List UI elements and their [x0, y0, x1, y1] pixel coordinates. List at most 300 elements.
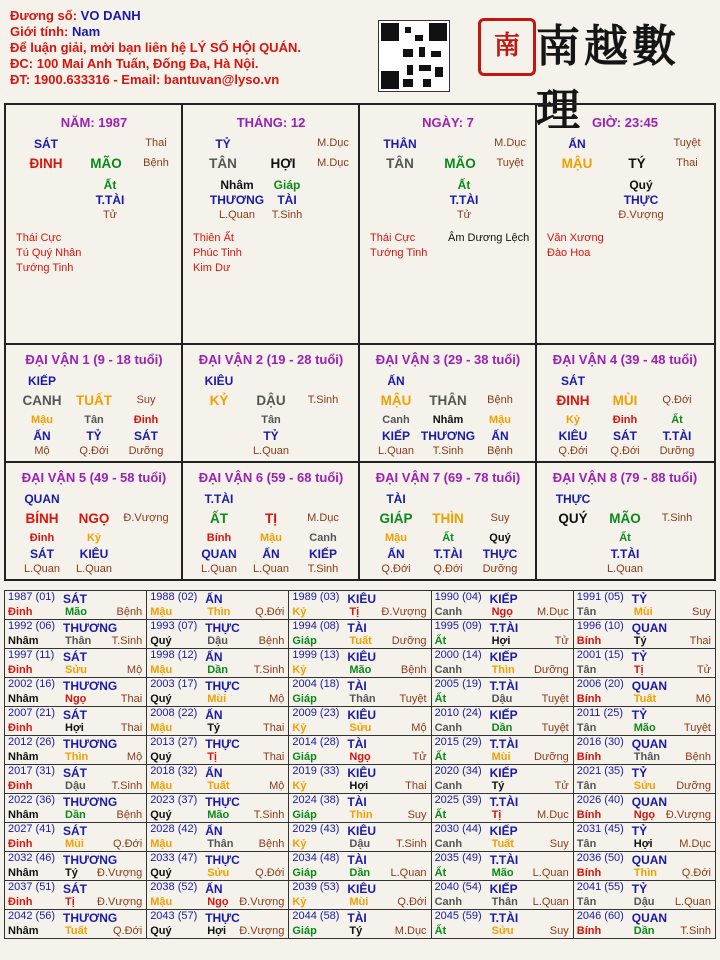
luck-cell — [183, 463, 360, 581]
table-row — [5, 910, 716, 939]
seal-logo: 南 — [478, 18, 536, 76]
year-stem-god: KIÊU — [347, 766, 377, 780]
year-branch: Thân — [491, 896, 518, 908]
luck-branch-stage: Suy — [136, 394, 156, 406]
pillar-title: THÁNG: 12 — [236, 115, 306, 130]
year-stage: Dưỡng — [676, 780, 711, 792]
year-stage: L.Quan — [674, 896, 711, 908]
year-stem: Quý — [150, 809, 172, 821]
year-label: 2002 (16) — [8, 678, 56, 690]
luck-branch-stage: Đ.Vượng — [123, 512, 169, 524]
year-cell — [289, 678, 431, 707]
year-stem-god: TỶ — [631, 650, 648, 664]
year-cell — [431, 591, 573, 620]
year-branch: Mùi — [349, 896, 369, 908]
address-line: ĐC: 100 Mai Anh Tuấn, Đống Đa, Hà Nội. — [10, 56, 259, 71]
year-stem: Nhâm — [8, 751, 39, 763]
year-branch: Dần — [207, 664, 228, 676]
year-cell — [147, 881, 289, 910]
table-row — [5, 591, 716, 620]
luck-stem-god: T.TÀI — [204, 492, 234, 506]
year-label: 2034 (48) — [292, 852, 340, 864]
year-label: 2041 (55) — [576, 881, 624, 893]
luck-title: ĐẠI VẬN 1 (9 - 18 tuổi) — [25, 352, 163, 367]
year-label: 2030 (44) — [434, 823, 482, 835]
special-star: Tú Quý Nhân — [16, 247, 82, 259]
year-stem: Tân — [576, 896, 597, 908]
year-branch: Ngọ — [491, 606, 513, 618]
year-stem-god: TỶ — [631, 882, 648, 896]
luck-hidden-god: THƯƠNG — [420, 429, 476, 443]
year-cell — [147, 591, 289, 620]
year-stem-god: THƯƠNG — [63, 737, 118, 751]
luck-hidden-stage: T.Sinh — [432, 445, 464, 457]
year-cell — [573, 910, 715, 939]
year-cell — [147, 707, 289, 736]
year-label: 2028 (42) — [150, 823, 198, 835]
pillar-title: NGÀY: 7 — [422, 115, 474, 130]
table-row — [5, 707, 716, 736]
year-cell — [289, 881, 431, 910]
luck-branch: NGỌ — [78, 511, 110, 526]
year-cell — [289, 620, 431, 649]
year-stem-god: TÀI — [347, 679, 367, 693]
year-stem-god: TÀI — [347, 621, 367, 635]
year-stage: Suy — [549, 925, 569, 937]
table-row — [5, 852, 716, 881]
year-cell — [5, 765, 147, 794]
luck-hidden-stage: Mộ — [34, 445, 50, 457]
special-star: Văn Xương — [547, 232, 604, 244]
luck-hidden-stage: L.Quan — [606, 563, 644, 575]
year-stem-god: THƯƠNG — [63, 679, 118, 693]
year-stem: Đinh — [8, 606, 33, 618]
year-label: 2007 (21) — [8, 707, 56, 719]
year-stem: Canh — [434, 606, 463, 618]
table-row — [5, 765, 716, 794]
year-stage: T.Sinh — [253, 809, 285, 821]
luck-hidden-stage: Q.Đới — [610, 445, 640, 457]
year-label: 1996 (10) — [576, 620, 624, 632]
luck-hidden-stem: Nhâm — [432, 414, 464, 426]
year-cell — [289, 736, 431, 765]
pillar-stage-top: M.Dục — [494, 137, 526, 149]
year-stage: Tuyệt — [541, 722, 569, 734]
year-stage: T.Sinh — [680, 925, 711, 937]
year-stem: Đinh — [8, 780, 33, 792]
luck-title: ĐẠI VẬN 7 (69 - 78 tuổi) — [375, 470, 521, 485]
year-stage: Tuyệt — [541, 693, 569, 705]
year-stem: Giáp — [292, 693, 317, 705]
year-stage: L.Quan — [532, 896, 569, 908]
pillar-title: GIỜ: 23:45 — [591, 115, 659, 130]
luck-hidden-stage: L.Quan — [200, 563, 238, 575]
year-stem: Tân — [576, 780, 597, 792]
pillar-hidden-god: T.TÀI — [449, 193, 479, 207]
year-branch: Hợi — [65, 722, 84, 734]
luck-hidden-stem: Mậu — [31, 414, 53, 426]
year-cell — [431, 794, 573, 823]
year-label: 2026 (40) — [576, 794, 624, 806]
year-branch: Mão — [65, 606, 87, 618]
year-stem-god: THƯƠNG — [63, 911, 118, 925]
header-info — [10, 8, 301, 88]
year-stage: Suy — [692, 606, 711, 618]
year-cell — [147, 823, 289, 852]
pillar-stage-top: M.Dục — [317, 137, 349, 149]
year-cell — [5, 649, 147, 678]
year-stem-god: THƯƠNG — [63, 853, 118, 867]
year-stem: Quý — [150, 867, 172, 879]
year-stem: Bính — [576, 751, 602, 763]
luck-stem-god: THỰC — [555, 492, 591, 506]
year-cell — [573, 881, 715, 910]
year-stem-god: KIẾP — [489, 592, 518, 606]
special-star: Âm Dương Lệch — [448, 232, 530, 244]
year-cell — [573, 765, 715, 794]
year-branch: Sửu — [491, 925, 514, 937]
year-branch: Ngọ — [65, 693, 87, 705]
year-branch: Tuất — [349, 635, 372, 647]
luck-title: ĐẠI VẬN 2 (19 - 28 tuổi) — [198, 352, 344, 367]
luck-cell — [537, 345, 714, 463]
year-label: 2003 (17) — [150, 678, 198, 690]
year-stage: Dưỡng — [533, 751, 569, 763]
year-branch: Sửu — [207, 867, 230, 879]
year-branch: Dậu — [65, 780, 86, 792]
year-branch: Ngọ — [349, 751, 371, 763]
luck-branch-stage: T.Sinh — [661, 512, 693, 524]
year-label: 1997 (11) — [8, 649, 55, 661]
year-stem-god: THỰC — [205, 853, 240, 867]
year-stage: Q.Đới — [255, 606, 285, 618]
contact-line: Để luận giải, mời bạn liên hệ LÝ SỐ HỘI QUÁN. — [10, 40, 301, 55]
luck-hidden-stem: Tân — [84, 414, 104, 426]
year-branch: Thìn — [633, 867, 657, 879]
luck-hidden-stem: Kỷ — [86, 532, 102, 544]
year-branch: Sửu — [633, 780, 656, 792]
brand-title: 南越數理 — [536, 21, 680, 136]
year-label: 2013 (27) — [150, 736, 198, 748]
year-cell — [147, 649, 289, 678]
luck-hidden-stage: Dưỡng — [128, 445, 164, 457]
luck-hidden-stem: Canh — [382, 414, 410, 426]
luck-stem: CANH — [22, 393, 62, 408]
year-stem: Quý — [150, 751, 172, 763]
year-branch: Tuất — [65, 925, 88, 937]
year-label: 2035 (49) — [434, 852, 482, 864]
year-label: 2017 (31) — [8, 765, 56, 777]
pillar-cell — [183, 105, 360, 345]
luck-hidden-stage: Q.Đới — [381, 563, 411, 575]
luck-cell — [6, 463, 183, 581]
luck-hidden-god: KIÊU — [558, 429, 588, 443]
year-cell — [289, 591, 431, 620]
year-stage: Bệnh — [116, 809, 143, 821]
pillar-stem: MẬU — [561, 156, 593, 171]
luck-hidden-stage: L.Quan — [252, 445, 290, 457]
year-cell — [289, 794, 431, 823]
year-label: 2021 (35) — [576, 765, 624, 777]
year-stem: Mậu — [150, 780, 173, 792]
year-stage: Thai — [120, 722, 143, 734]
year-stage: Bệnh — [685, 751, 711, 763]
year-stage: Tuyệt — [683, 722, 711, 734]
year-stem-god: T.TÀI — [489, 853, 519, 867]
year-stem: Canh — [434, 664, 463, 676]
year-cell — [5, 852, 147, 881]
luck-hidden-god: ẤN — [491, 429, 509, 443]
luck-stem-god: ẤN — [387, 374, 405, 388]
table-row — [5, 881, 716, 910]
pillar-hidden-stem: Ất — [103, 178, 117, 192]
year-stem: Bính — [576, 635, 602, 647]
year-label: 2011 (25) — [576, 707, 624, 719]
year-branch: Mão — [491, 867, 514, 879]
luck-branch-stage: Bệnh — [487, 394, 513, 406]
year-stage: Dưỡng — [391, 635, 427, 647]
year-cell — [5, 591, 147, 620]
luck-branch-stage: Suy — [490, 512, 510, 524]
luck-branch-stage: T.Sinh — [307, 394, 339, 406]
year-stem: Kỷ — [292, 664, 307, 676]
year-stem-god: KIÊU — [347, 650, 377, 664]
luck-hidden-god: KIÊU — [79, 547, 109, 561]
label-owner: Đương số: — [10, 8, 78, 23]
luck-stem: GIÁP — [379, 511, 413, 526]
year-label: 1988 (02) — [150, 591, 198, 603]
year-label: 2012 (26) — [8, 736, 56, 748]
year-stage: Mộ — [269, 693, 285, 705]
year-branch: Thìn — [491, 664, 515, 676]
year-stage: Tử — [554, 635, 569, 647]
special-star: Phúc Tinh — [193, 247, 242, 259]
luck-hidden-stem: Mậu — [489, 414, 511, 426]
year-stem-god: TỶ — [631, 824, 648, 838]
luck-hidden-god: ẤN — [262, 547, 280, 561]
year-branch: Dần — [65, 809, 86, 821]
year-stem: Mậu — [150, 606, 173, 618]
luck-hidden-god: SÁT — [613, 429, 637, 443]
luck-hidden-stem: Canh — [309, 532, 337, 544]
year-stem-god: ẤN — [205, 882, 223, 896]
year-stem-god: QUAN — [631, 679, 668, 693]
year-stage: Suy — [549, 838, 569, 850]
year-stem-god: SÁT — [63, 766, 87, 780]
luck-branch: DẬU — [256, 393, 286, 408]
year-stem: Đinh — [8, 838, 33, 850]
year-stem: Bính — [576, 867, 602, 879]
special-star: Tướng Tinh — [16, 262, 74, 274]
year-stem: Ất — [434, 751, 447, 763]
year-stem: Nhâm — [8, 809, 39, 821]
year-cell — [147, 620, 289, 649]
table-row — [5, 823, 716, 852]
luck-hidden-stem: Kỷ — [565, 414, 581, 426]
year-stage: Thai — [405, 780, 427, 792]
luck-hidden-god: KIẾP — [381, 429, 411, 443]
pillar-branch-stage: M.Dục — [317, 157, 349, 169]
year-stage: Đ.Vượng — [239, 925, 285, 937]
year-stem: Đinh — [8, 664, 33, 676]
year-cell — [431, 678, 573, 707]
year-branch: Mùi — [633, 606, 653, 618]
year-stem: Ất — [434, 635, 447, 647]
luck-stem-god: QUAN — [24, 492, 60, 506]
year-label: 1987 (01) — [8, 591, 56, 603]
year-stem: Ất — [434, 867, 447, 879]
table-row — [5, 736, 716, 765]
year-label: 2042 (56) — [8, 910, 56, 922]
year-stem-god: THỰC — [205, 911, 240, 925]
luck-hidden-stage: Q.Đới — [79, 445, 109, 457]
year-stem-god: QUAN — [631, 737, 668, 751]
year-branch: Ngọ — [207, 896, 229, 908]
year-stem: Mậu — [150, 722, 173, 734]
year-stem-god: KIẾP — [489, 650, 518, 664]
year-stage: Đ.Vượng — [665, 809, 711, 821]
year-stem-god: QUAN — [631, 621, 668, 635]
pillar-title: NĂM: 1987 — [60, 115, 128, 130]
year-cell — [5, 794, 147, 823]
year-stem: Kỷ — [292, 896, 307, 908]
luck-hidden-stage: Q.Đới — [433, 563, 463, 575]
owner-name: VO DANH — [80, 8, 141, 23]
year-branch: Tuất — [491, 838, 514, 850]
year-stem: Kỷ — [292, 606, 307, 618]
year-stage: Suy — [407, 809, 427, 821]
year-stem: Tân — [576, 664, 597, 676]
year-label: 2020 (34) — [434, 765, 482, 777]
year-stage: Đ.Vượng — [381, 606, 427, 618]
year-branch: Dần — [633, 925, 655, 937]
year-stage: T.Sinh — [395, 838, 427, 850]
year-stem-god: QUAN — [631, 853, 668, 867]
year-stem-god: THỰC — [205, 621, 240, 635]
luck-hidden-stage: L.Quan — [23, 563, 61, 575]
year-label: 2000 (14) — [434, 649, 482, 661]
year-stem-god: KIẾP — [489, 708, 518, 722]
year-stem: Mậu — [150, 896, 173, 908]
pillar-branch-stage: Thai — [676, 157, 698, 169]
year-stage: T.Sinh — [111, 635, 143, 647]
year-stem-god: KIÊU — [347, 824, 377, 838]
luck-stem-god: SÁT — [561, 374, 585, 388]
year-cell — [431, 620, 573, 649]
luck-stem-god: KIẾP — [27, 374, 57, 388]
year-label: 2022 (36) — [8, 794, 56, 806]
luck-stem: KỶ — [209, 393, 229, 408]
year-branch: Tuất — [633, 693, 657, 705]
year-stem-god: SÁT — [63, 650, 87, 664]
luck-stem-god: TÀI — [386, 492, 406, 506]
year-stem-god: THỰC — [205, 737, 240, 751]
luck-branch: THÌN — [432, 511, 464, 526]
year-cell — [289, 765, 431, 794]
year-label: 2015 (29) — [434, 736, 482, 748]
year-stem: Giáp — [292, 925, 317, 937]
pillar-hidden-stage: L.Quan — [218, 209, 256, 221]
year-stem-god: THỰC — [205, 795, 240, 809]
year-stage: M.Dục — [536, 606, 569, 618]
year-branch: Dậu — [633, 896, 655, 908]
year-stem: Tân — [576, 722, 597, 734]
label-gender: Giới tính: — [10, 24, 69, 39]
year-stem-god: TÀI — [347, 853, 367, 867]
year-cell — [289, 707, 431, 736]
year-cell — [431, 823, 573, 852]
year-branch: Tý — [491, 780, 505, 792]
year-branch: Dần — [491, 722, 513, 734]
year-branch: Tị — [349, 606, 360, 618]
luck-branch: MÙI — [612, 393, 638, 408]
luck-title: ĐẠI VẬN 8 (79 - 88 tuổi) — [552, 470, 698, 485]
luck-hidden-stem: Đinh — [133, 414, 159, 426]
year-stem: Canh — [434, 896, 463, 908]
year-cell — [289, 910, 431, 939]
year-cell — [431, 649, 573, 678]
pillar-hidden-stage: Tử — [456, 209, 472, 221]
year-branch: Tị — [491, 809, 502, 821]
luck-hidden-stage: L.Quan — [252, 563, 290, 575]
year-branch: Hợi — [633, 838, 653, 850]
year-stem-god: TỶ — [631, 766, 648, 780]
pillar-hidden-god: TÀI — [277, 193, 297, 207]
year-stage: Tử — [696, 664, 711, 676]
year-branch: Mùi — [491, 751, 511, 763]
year-stem-god: ẤN — [205, 592, 223, 606]
luck-hidden-stage: Dưỡng — [659, 445, 695, 457]
year-cell — [573, 794, 715, 823]
year-stage: M.Dục — [679, 838, 711, 850]
year-label: 1990 (04) — [434, 591, 482, 603]
year-stem: Mậu — [150, 838, 173, 850]
year-branch: Thân — [633, 751, 661, 763]
year-stem-god: THƯƠNG — [63, 795, 118, 809]
year-label: 2010 (24) — [434, 707, 482, 719]
year-stage: Đ.Vượng — [97, 867, 143, 879]
year-stage: Mộ — [695, 693, 711, 705]
year-stem-god: KIÊU — [347, 592, 377, 606]
year-branch: Dậu — [207, 635, 228, 647]
year-stem-god: KIẾP — [489, 824, 518, 838]
luck-hidden-god: ẤN — [33, 429, 51, 443]
year-label: 2004 (18) — [292, 678, 340, 690]
pillar-hidden-stage: Đ.Vượng — [618, 209, 664, 221]
luck-title: ĐẠI VẬN 6 (59 - 68 tuổi) — [198, 470, 344, 485]
year-stem: Tân — [576, 838, 597, 850]
pillar-stem-god: THÂN — [383, 137, 417, 151]
luck-stem: MẬU — [380, 393, 412, 408]
year-cell — [573, 736, 715, 765]
luck-hidden-stem: Ất — [442, 532, 454, 544]
luck-cell — [537, 463, 714, 581]
year-label: 2001 (15) — [576, 649, 624, 661]
year-stage: Bệnh — [400, 664, 427, 676]
year-stem: Giáp — [292, 867, 317, 879]
pillar-branch: HỢI — [270, 156, 296, 171]
special-star: Thái Cực — [16, 232, 62, 244]
year-label: 1993 (07) — [150, 620, 198, 632]
year-label: 2032 (46) — [8, 852, 56, 864]
luck-branch: TỊ — [265, 511, 277, 526]
year-stage: Tuyệt — [399, 693, 427, 705]
year-branch: Dậu — [349, 838, 371, 850]
year-cell — [5, 736, 147, 765]
pillar-stage-top: Tuyệt — [673, 137, 701, 149]
year-label: 1998 (12) — [150, 649, 198, 661]
year-label: 2009 (23) — [292, 707, 340, 719]
